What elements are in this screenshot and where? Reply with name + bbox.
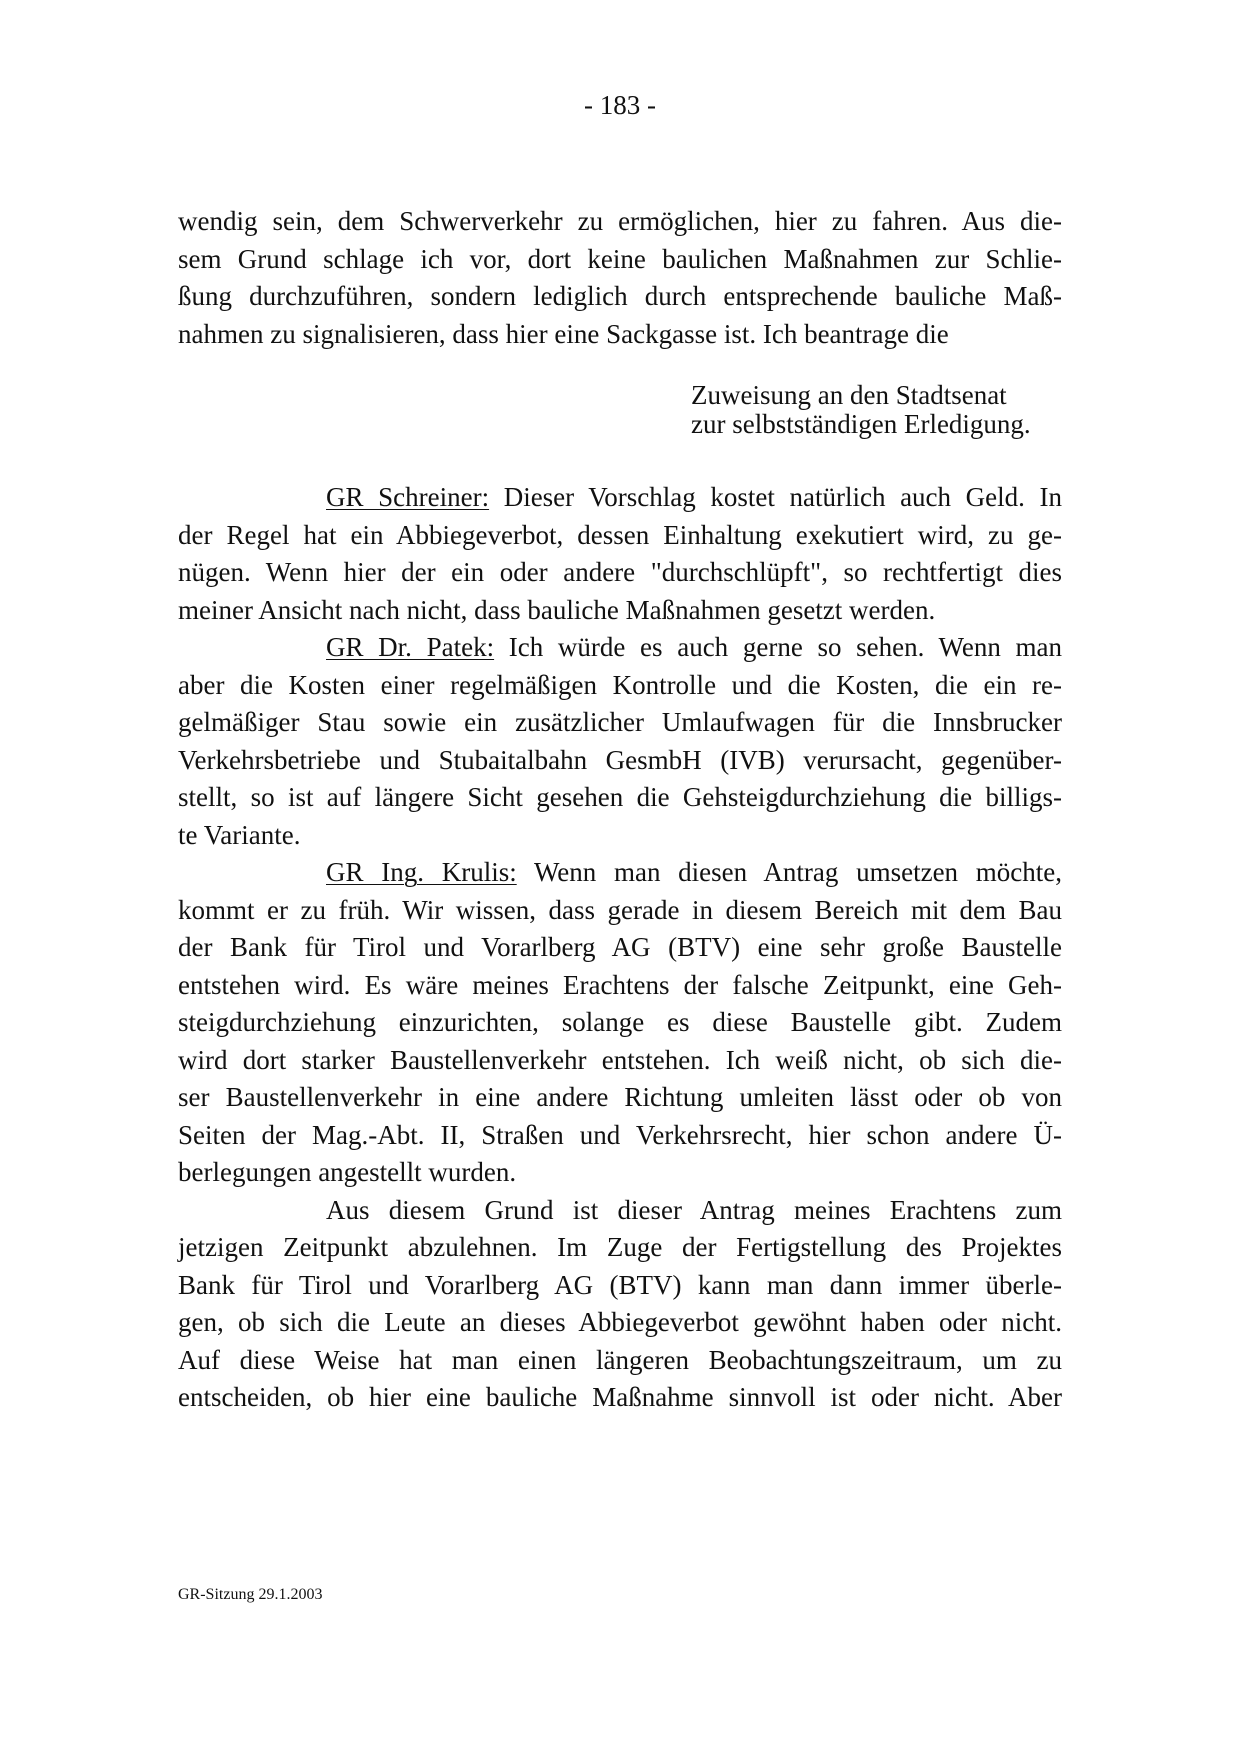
document-body [178,203,1062,1417]
text-line: steigdurchziehung einzurichten, solange es diese Baustelle gibt. Zudem [178,1007,1062,1037]
speech-text: Ich würde es auch gerne so sehen. Wenn man [494,632,1063,662]
text-line: te Variante. [178,819,301,850]
speaker-line [178,629,1062,667]
speaker-line [178,854,1062,892]
text-line: aber die Kosten einer regelmäßigen Kontrolle und die Kosten, die ein re- [178,669,1062,700]
text-line: sem Grund schlage ich vor, dort keine baulichen Maßnahmen zur Schlie- [178,243,1062,274]
text-line: entscheiden, ob hier eine bauliche Maßnahme sinnvoll ist oder nicht. Aber [178,1382,1062,1412]
speaker-name: GR Schreiner: [326,482,490,512]
text-line: Auf diese Weise hat man einen längeren Beobachtungszeitraum, um zu [178,1344,1062,1375]
text-line: der Bank für Tirol und Vorarlberg AG (BTV) eine sehr große Baustelle [178,932,1062,962]
text-line: Seiten der Mag.-Abt. II, Straßen und Verkehrsrecht, hier schon andere Ü- [178,1119,1062,1150]
speaker-name: GR Dr. Patek: [326,632,495,662]
text-line: stellt, so ist auf längere Sicht gesehen die Gehsteigdurchziehung die billigs- [178,782,1062,812]
text-line: gelmäßiger Stau sowie ein zusätzlicher Umlaufwagen für die Innsbrucker [178,707,1062,737]
motion-line: zur selbstständigen Erledigung. [691,409,1031,439]
text-line: berlegungen angestellt wurden. [178,1157,517,1187]
text-line: ßung durchzuführen, sondern lediglich durch entsprechende bauliche Maß- [178,281,1062,311]
text-line: gen, ob sich die Leute an dieses Abbiegeverbot gewöhnt haben oder nicht. [178,1307,1062,1337]
paragraph-schreiner [178,479,1062,629]
speaker-line [178,479,1062,517]
paragraph-patek [178,629,1062,854]
motion-block [691,381,1062,439]
text-line: Verkehrsbetriebe und Stubaitalbahn GesmbH (IVB) verursacht, gegenüber- [178,744,1062,775]
text-line: ser Baustellenverkehr in eine andere Richtung umleiten lässt oder ob von [178,1082,1062,1112]
page-number: - 183 - [584,90,656,120]
speech-text: Dieser Vorschlag kostet natürlich auch Geld. In [489,482,1062,512]
text-line: wird dort starker Baustellenverkehr entstehen. Ich weiß nicht, ob sich die- [178,1044,1062,1075]
text-line: wendig sein, dem Schwerverkehr zu ermöglichen, hier zu fahren. Aus die- [178,206,1062,236]
text-line: Bank für Tirol und Vorarlberg AG (BTV) kann man dann immer überle- [178,1269,1062,1300]
motion-line: Zuweisung an den Stadtsenat [691,380,1007,410]
text-line: der Regel hat ein Abbiegeverbot, dessen Einhaltung exekutiert wird, zu ge- [178,519,1062,550]
speech-text: Wenn man diesen Antrag umsetzen möchte, [516,857,1062,887]
text-line: entstehen wird. Es wäre meines Erachtens der falsche Zeitpunkt, eine Geh- [178,969,1062,1000]
paragraph-krulis [178,854,1062,1192]
page-footer: GR-Sitzung 29.1.2003 [178,1586,323,1603]
speaker-name: GR Ing. Krulis: [326,857,517,887]
text-line: jetzigen Zeitpunkt abzulehnen. Im Zuge der Fertigstellung des Projektes [178,1232,1062,1262]
text-line: kommt er zu früh. Wir wissen, dass gerade in diesem Bereich mit dem Bau [178,894,1062,925]
paragraph-continuation-top [178,203,1062,353]
text-line: meiner Ansicht nach nicht, dass bauliche Maßnahmen gesetzt werden. [178,594,936,625]
text-line: nahmen zu signalisieren, dass hier eine Sackgasse ist. Ich beantrage die [178,318,949,349]
text-line: Aus diesem Grund ist dieser Antrag meines Erachtens zum [326,1194,1062,1225]
paragraph-continuation [178,1192,1062,1417]
text-line: nügen. Wenn hier der ein oder andere "durchschlüpft", so rechtfertigt dies [178,557,1062,587]
